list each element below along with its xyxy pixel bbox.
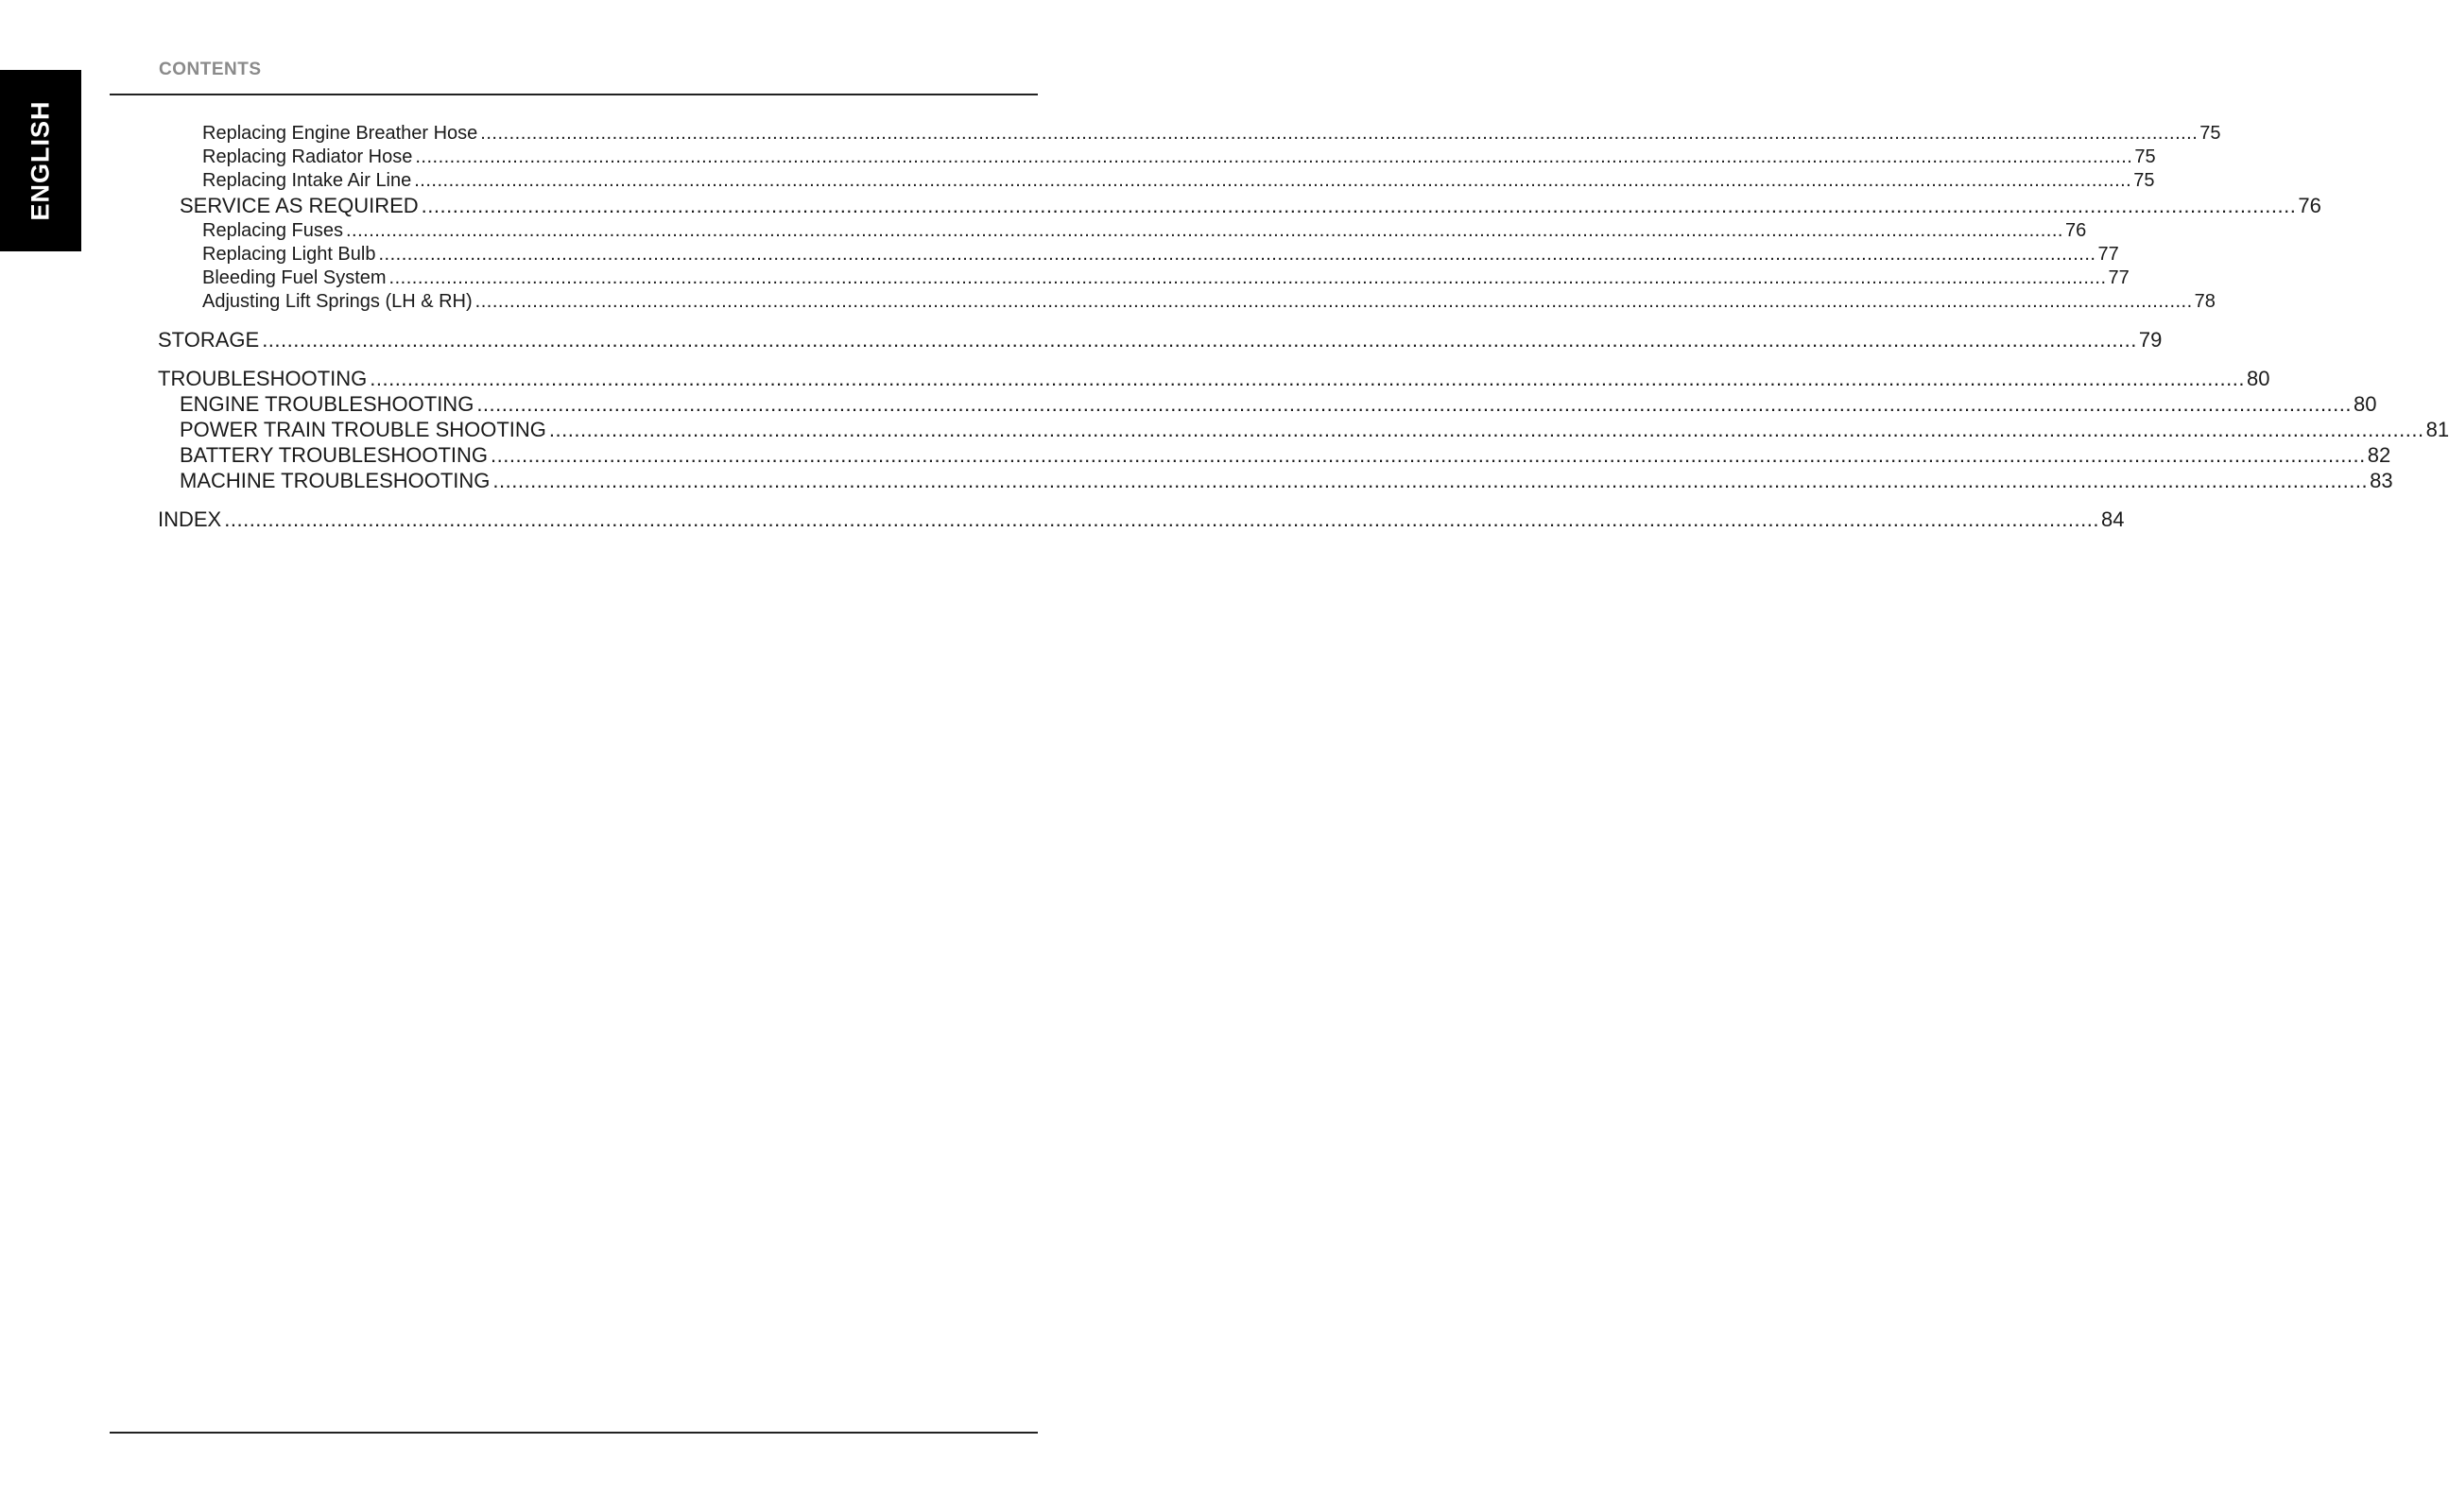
toc-entry-page: 81 [2425,418,2449,441]
page-header-title: CONTENTS [159,60,262,79]
toc-entry[interactable] [158,367,2270,391]
toc-leader-dots: ............................................................................................................................................................................................................................................................................................................ [480,123,2199,144]
toc-entry-page: 78 [2194,291,2216,312]
toc-leader-dots: ............................................................................................................................................................................................................................................................................................................ [492,469,2369,492]
toc-entry-page: 80 [2246,367,2270,390]
toc-entry-title: STORAGE [158,328,260,352]
toc-entry[interactable] [202,146,2156,168]
toc-leader-dots: ............................................................................................................................................................................................................................................................................................................ [415,146,2133,167]
toc-entry-title: ENGINE TROUBLESHOOTING [180,392,474,416]
toc-leader-dots: ............................................................................................................................................................................................................................................................................................................ [224,507,2099,531]
toc-entry-page: 75 [2199,123,2221,144]
toc-entry[interactable] [202,123,2221,145]
toc-entry-page: 77 [2108,267,2130,288]
toc-entry-page: 76 [2298,194,2321,217]
toc-entry-title: Replacing Intake Air Line [202,170,412,191]
toc-leader-dots: ............................................................................................................................................................................................................................................................................................................ [491,443,2366,467]
toc-entry-title: Bleeding Fuel System [202,267,387,288]
toc-entry-title: Replacing Light Bulb [202,244,376,265]
language-tab-label: ENGLISH [26,100,55,221]
toc-leader-dots: ............................................................................................................................................................................................................................................................................................................ [378,244,2096,265]
language-tab [0,70,81,251]
toc-entry-page: 76 [2064,220,2087,241]
toc-entry-page: 79 [2138,328,2163,352]
toc-entry-page: 83 [2370,469,2393,492]
toc-entry[interactable] [180,392,2377,417]
toc-entry[interactable] [202,244,2119,266]
toc-entry[interactable] [202,267,2130,289]
toc-entry[interactable] [180,194,2321,218]
toc-entry[interactable] [202,220,2087,242]
toc-entry-title: Replacing Engine Breather Hose [202,123,478,144]
toc-entry[interactable] [180,443,2391,468]
toc-entry-page: 84 [2100,507,2125,531]
toc-entry-title: MACHINE TROUBLESHOOTING [180,469,491,492]
toc-entry-page: 75 [2133,170,2155,191]
toc-entry-title: Replacing Fuses [202,220,343,241]
footer-divider [110,1432,1038,1434]
toc-entry-title: Replacing Radiator Hose [202,146,413,167]
toc-entry-title: INDEX [158,507,222,531]
toc-entry-page: 75 [2134,146,2156,167]
toc-entry-title: SERVICE AS REQUIRED [180,194,419,217]
toc-leader-dots: ............................................................................................................................................................................................................................................................................................................ [345,220,2063,241]
toc-leader-dots: ............................................................................................................................................................................................................................................................................................................ [414,170,2132,191]
toc-entry-title: BATTERY TROUBLESHOOTING [180,443,488,467]
toc-entry-page: 80 [2354,392,2377,416]
toc-entry-title: POWER TRAIN TROUBLE SHOOTING [180,418,546,441]
toc-leader-dots: ............................................................................................................................................................................................................................................................................................................ [476,392,2353,416]
toc-entry-title: TROUBLESHOOTING [158,367,368,390]
toc-entry[interactable] [158,328,2163,352]
toc-leader-dots: ............................................................................................................................................................................................................................................................................................................ [548,418,2424,441]
toc-entry[interactable] [202,291,2216,313]
toc-leader-dots: ............................................................................................................................................................................................................................................................................................................ [370,367,2245,390]
toc-entry[interactable] [158,507,2125,532]
toc-entry[interactable] [180,418,2449,442]
toc-entry-page: 82 [2367,443,2391,467]
header-divider [110,94,1038,95]
toc-leader-dots: ............................................................................................................................................................................................................................................................................................................ [388,267,2107,288]
toc-entry[interactable] [202,170,2155,192]
toc-entry[interactable] [180,469,2393,493]
toc-entry-page: 77 [2097,244,2119,265]
toc-leader-dots: ............................................................................................................................................................................................................................................................................................................ [262,328,2137,352]
toc-leader-dots: ............................................................................................................................................................................................................................................................................................................ [474,291,2193,312]
toc-leader-dots: ............................................................................................................................................................................................................................................................................................................ [421,194,2297,217]
toc-entry-title: Adjusting Lift Springs (LH & RH) [202,291,473,312]
